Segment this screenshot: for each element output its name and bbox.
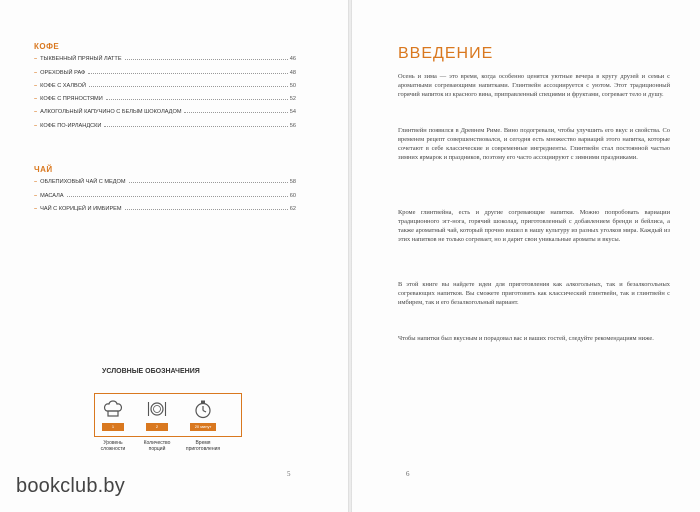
left-page-number: 5	[287, 470, 291, 478]
bullet: –	[34, 82, 38, 89]
leader-dots	[67, 196, 288, 197]
leader-dots	[106, 99, 288, 100]
page-title: ВВЕДЕНИЕ	[398, 45, 494, 62]
toc-entry[interactable]	[34, 185, 296, 198]
time-badge: 20 минут	[190, 423, 216, 431]
toc-entry[interactable]	[34, 172, 296, 185]
leader-dots	[88, 73, 288, 74]
bullet: –	[34, 96, 38, 103]
intro-paragraph: Осень и зима — это время, когда особенно ценятся уютные вечера в кругу друзей и семьи с ароматными согревающими напитками. Глинтвейн ассоциируется с уютом. Этот традиционный горячий напиток из красного вина, приправленный специями и фруктами, согревает тело и душу.	[398, 73, 670, 98]
chef-hat-icon	[102, 398, 124, 420]
bullet: –	[34, 122, 38, 129]
servings-badge: 2	[146, 423, 168, 431]
timer-icon	[192, 398, 214, 420]
toc-entry-page: 62	[289, 205, 296, 212]
toc-entry-title: ОБЛЕПИХОВЫЙ ЧАЙ С МЕДОМ	[40, 179, 126, 186]
toc-entry[interactable]	[34, 199, 296, 212]
plate-cutlery-icon	[146, 398, 168, 420]
leader-dots	[125, 209, 288, 210]
toc-entry-title: ЧАЙ С КОРИЦЕЙ И ИМБИРЕМ	[40, 205, 122, 212]
section-heading-tea: ЧАЙ	[34, 165, 53, 174]
toc-entry[interactable]	[34, 76, 296, 89]
legend-title: УСЛОВНЫЕ ОБОЗНАЧЕНИЯ	[102, 368, 200, 375]
intro-paragraph: Глинтвейн появился в Древнем Риме. Вино подогревали, чтобы улучшить его вкус и свойства. Со временем рецепт совершенствовался, и сегодня есть множество вариаций этого напитка, которые сочетают в себе классические и современные ингредиенты. Глинтвейн стал постоянной частью зимних ярмарок и праздников, поэтому его часто ассоциируют с зимними праздниками.	[398, 127, 670, 161]
servings-label: Количество порций	[143, 440, 171, 452]
time-label: Время приготовления	[185, 440, 221, 452]
toc-entry-title: КОФЕ ПО-ИРЛАНДСКИ	[40, 122, 102, 129]
difficulty-badge: 1	[102, 423, 124, 431]
toc-entry-page: 58	[289, 179, 296, 186]
site-watermark: bookclub.by	[16, 475, 125, 497]
bullet: –	[34, 179, 38, 186]
intro-paragraph: В этой книге вы найдете идеи для приготовления как алкогольных, так и безалкогольных согревающих напитков. Вы сможете приготовить как классический глинтвейн, так и глинтвейн с имбирем, так и его безалкогольный вариант.	[398, 281, 670, 306]
leader-dots	[129, 182, 288, 183]
bullet: –	[34, 109, 38, 116]
leader-dots	[89, 86, 288, 87]
leader-dots	[104, 126, 287, 127]
bullet: –	[34, 56, 38, 63]
toc-entry-title: ОРЕХОВЫЙ РАФ	[40, 69, 86, 76]
tea-toc-list	[34, 172, 296, 212]
toc-entry-page: 56	[289, 122, 296, 129]
contents-page	[0, 0, 348, 512]
toc-entry[interactable]	[34, 115, 296, 128]
intro-paragraph: Чтобы напитки был вкусным и порадовал вас и ваших гостей, следуйте рекомендациям ниже.	[398, 335, 654, 342]
toc-entry-page: 60	[289, 192, 296, 199]
leader-dots	[125, 59, 288, 60]
section-heading-coffee: КОФЕ	[34, 42, 60, 51]
toc-entry-title: МАСАЛА	[40, 192, 64, 199]
coffee-toc-list	[34, 49, 296, 129]
toc-entry[interactable]	[34, 49, 296, 62]
toc-entry-title: АЛКОГОЛЬНЫЙ КАПУЧИНО С БЕЛЫМ ШОКОЛАДОМ	[40, 109, 182, 116]
right-page-number: 6	[406, 470, 410, 478]
introduction-page	[352, 0, 700, 512]
toc-entry[interactable]	[34, 62, 296, 75]
bullet: –	[34, 192, 38, 199]
toc-entry-title: КОФЕ С ХАЛВОЙ	[40, 82, 86, 89]
toc-entry-page: 52	[289, 96, 296, 103]
difficulty-label: Уровень сложности	[100, 440, 126, 452]
toc-entry-title: КОФЕ С ПРЯНОСТЯМИ	[40, 96, 103, 103]
toc-entry-page: 48	[289, 69, 296, 76]
toc-entry-page: 50	[289, 82, 296, 89]
intro-paragraph: Кроме глинтвейна, есть и другие согревающие напитки. Можно попробовать вариации традиционного эгг-нога, горячий шоколад, приготовленный с добавлением бренди и бейлиса, а также ароматный чай, который прочно вошел в нашу культуру из разных уголков мира. Каждый из этих напитков не только согревает, но и дарит свои уникальные ароматы и вкусы.	[398, 209, 670, 243]
bullet: –	[34, 69, 38, 76]
toc-entry[interactable]	[34, 102, 296, 115]
toc-entry-title: ТЫКВЕННЫЙ ПРЯНЫЙ ЛАТТЕ	[40, 56, 122, 63]
toc-entry[interactable]	[34, 89, 296, 102]
leader-dots	[184, 112, 287, 113]
toc-entry-page: 54	[289, 109, 296, 116]
toc-entry-page: 46	[289, 56, 296, 63]
bullet: –	[34, 205, 38, 212]
